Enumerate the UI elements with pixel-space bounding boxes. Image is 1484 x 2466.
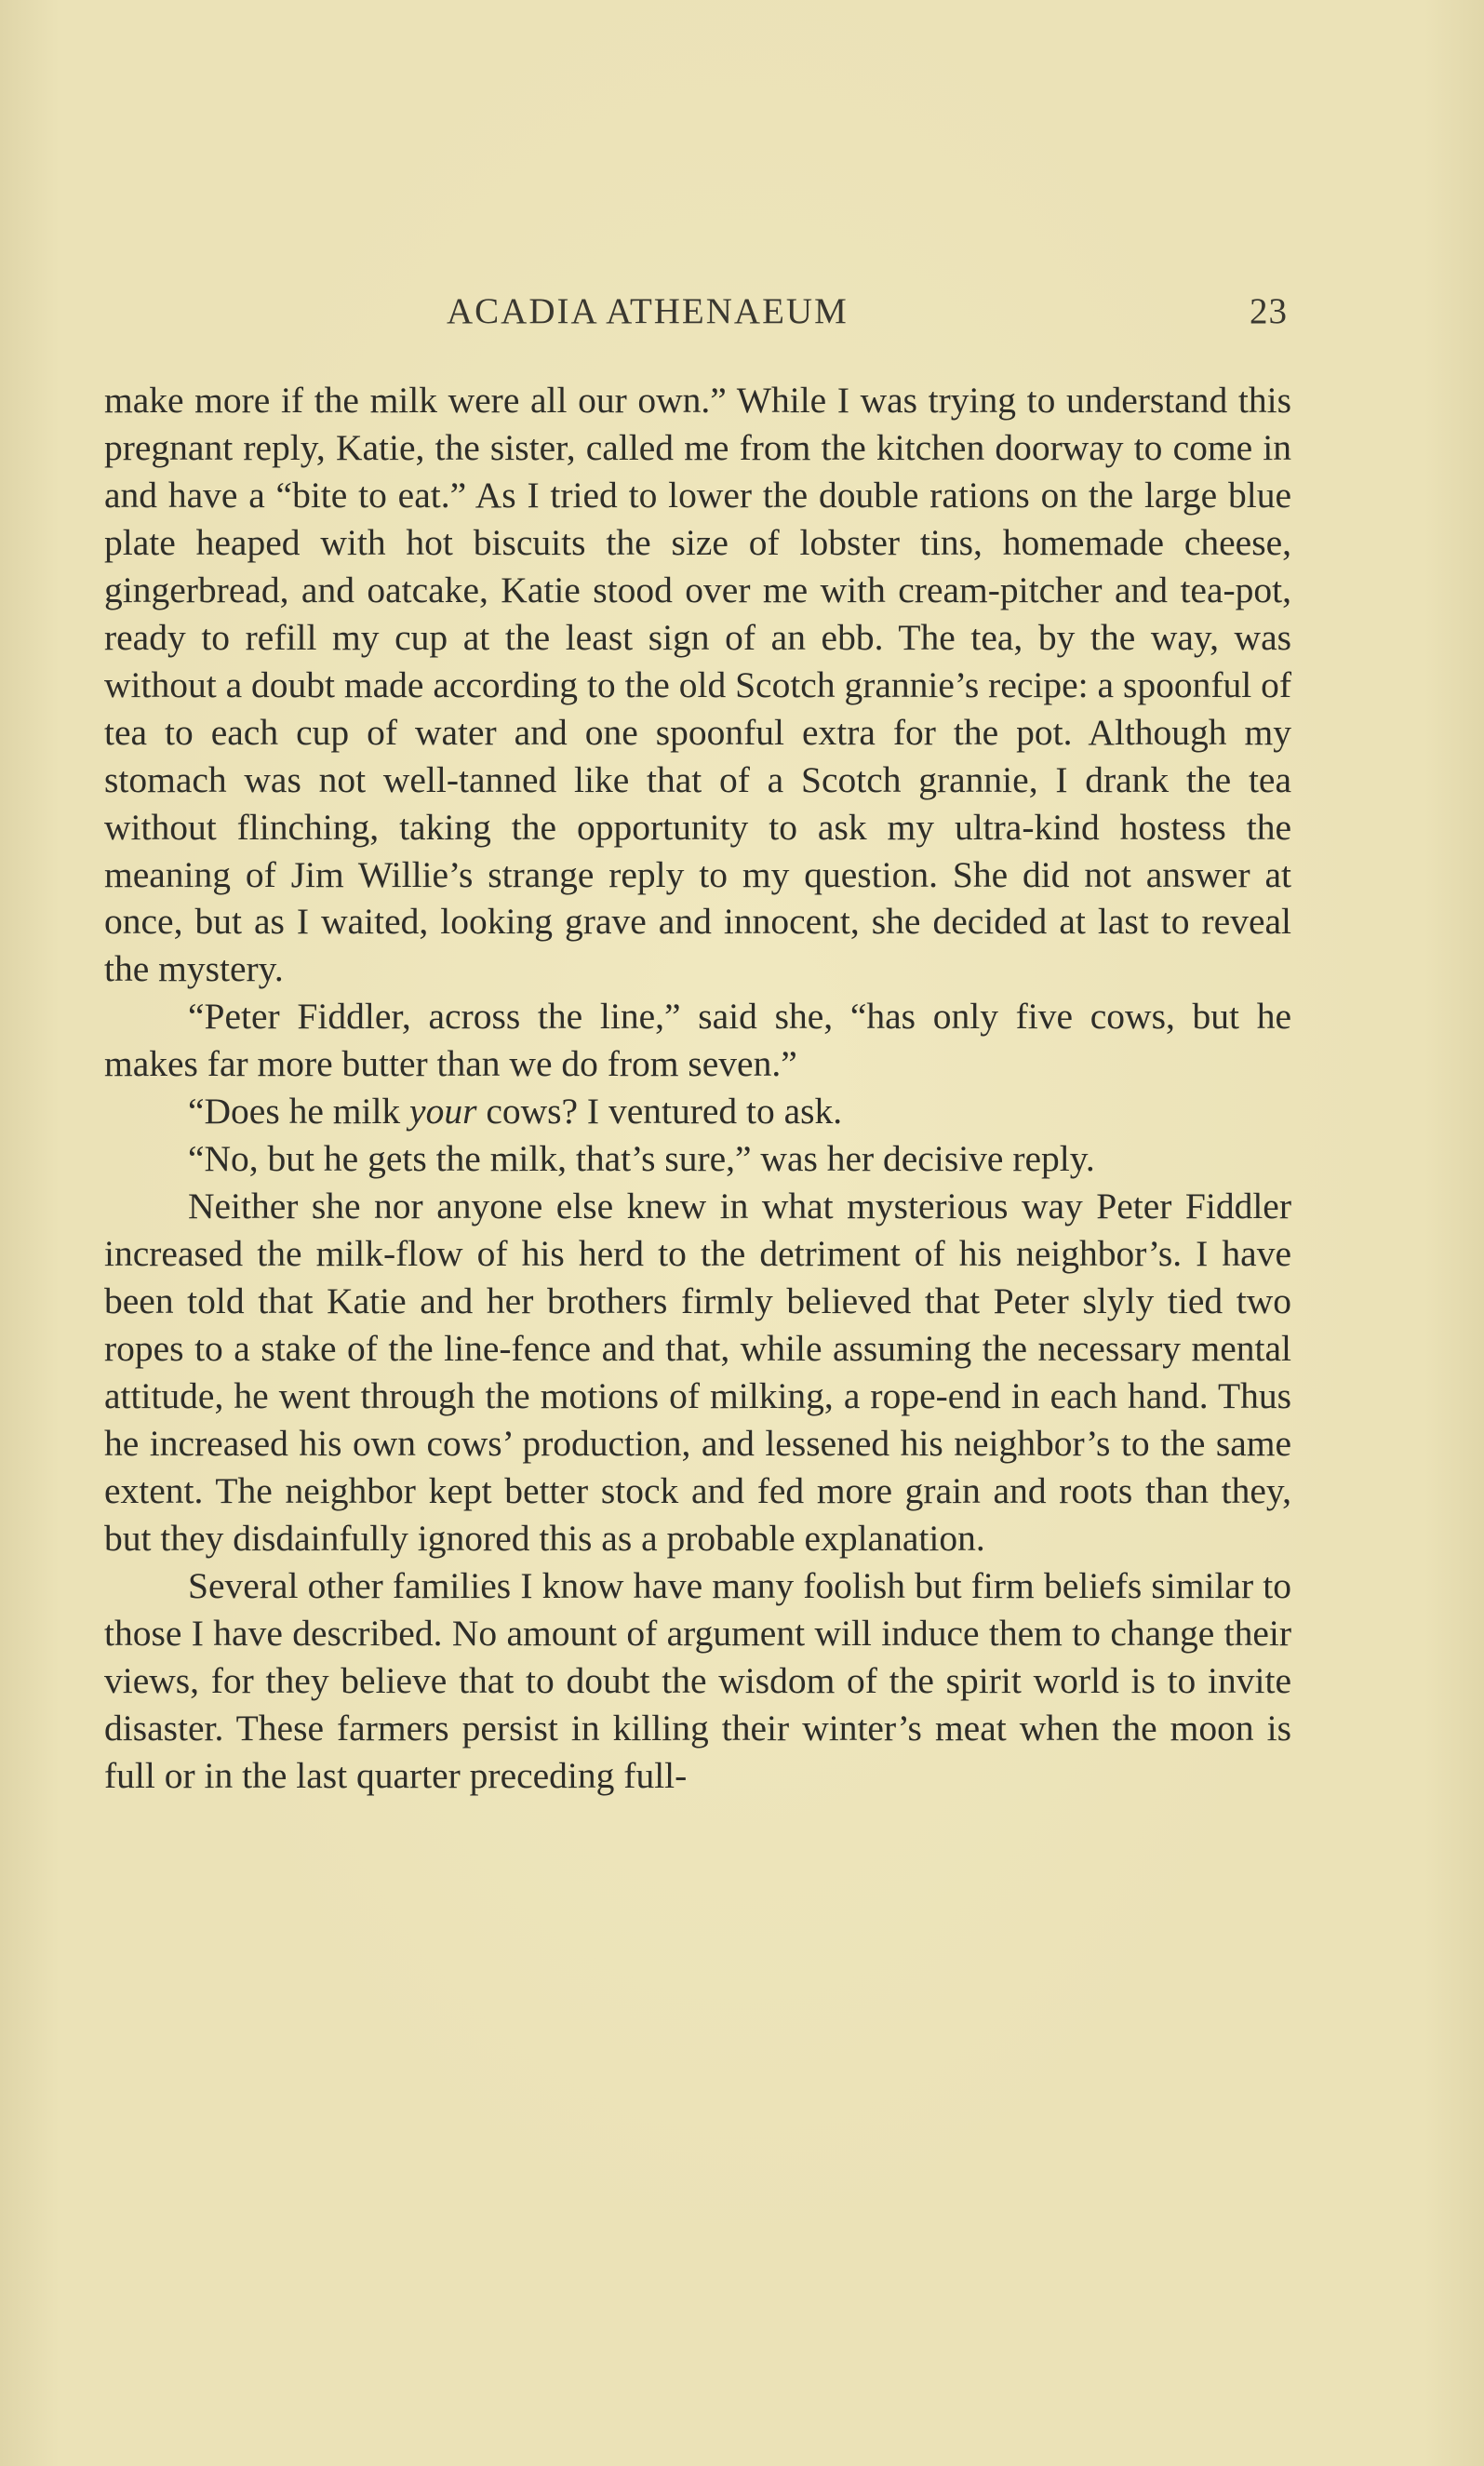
- paragraph-neither: Neither she nor anyone else knew in what mysterious way Peter Fiddler increased the milk-flow of his herd to the detriment of his neighbor’s. I have been told that Katie and her brothers firmly believed that Peter slyly tied two ropes to a stake of the line-fence and that, while assuming the necessary mental attitude, he went through the motions of milking, a rope-end in each hand. Thus he increased his own cows’ production, and lessened his neighbor’s to the same extent. The neighbor kept better stock and fed more grain and roots than they, but they disdainfully ignored this as a probable explanation.: [104, 1186, 1291, 1559]
- question-text-after: cows? I ventured to ask.: [476, 1091, 843, 1132]
- paragraph-reply: “No, but he gets the milk, that’s sure,” was her decisive reply.: [188, 1138, 1095, 1180]
- paragraph-question: [104, 1088, 1291, 1135]
- paragraph-several: Several other families I know have many foolish but firm beliefs similar to those I have described. No amount of argument will induce them to change their views, for they believe that to doubt the wisdom of the spirit world is to invite disaster. These farmers persist in killing their winter’s meat when the moon is full or in the last quarter preceding full-: [104, 1564, 1291, 1796]
- paragraph-peter-fiddler: “Peter Fiddler, across the line,” said she, “has only five cows, but he makes far more butter than we do from seven.”: [104, 996, 1291, 1085]
- paragraph-continued: make more if the milk were all our own.” While I was trying to understand this pregnant reply, Katie, the sister, called me from the kitchen doorway to come in and have a “bite to eat.” As I tried to lower the double rations on the large blue plate heaped with hot biscuits the size of lobster tins, homemade cheese, gingerbread, and oatcake, Katie stood over me with cream-pitcher and tea-pot, ready to refill my cup at the least sign of an ebb. The tea, by the way, was without a doubt made according to the old Scotch grannie’s recipe: a spoonful of tea to each cup of water and one spoonful extra for the pot. Although my stomach was not well-tanned like that of a Scotch grannie, I drank the tea without flinching, taking the opportunity to ask my ultra-kind hostess the meaning of Jim Willie’s strange reply to my question. She did not answer at once, but as I waited, looking grave and innocent, she decided at last to reveal the mystery.: [104, 380, 1291, 990]
- body-text: [104, 377, 1291, 1800]
- question-italic-word: your: [409, 1091, 477, 1132]
- question-text-before: “Does he milk: [188, 1091, 410, 1132]
- page-number: 23: [1250, 291, 1288, 331]
- running-title: ACADIA ATHENAEUM: [447, 291, 849, 331]
- running-head: [102, 290, 1293, 337]
